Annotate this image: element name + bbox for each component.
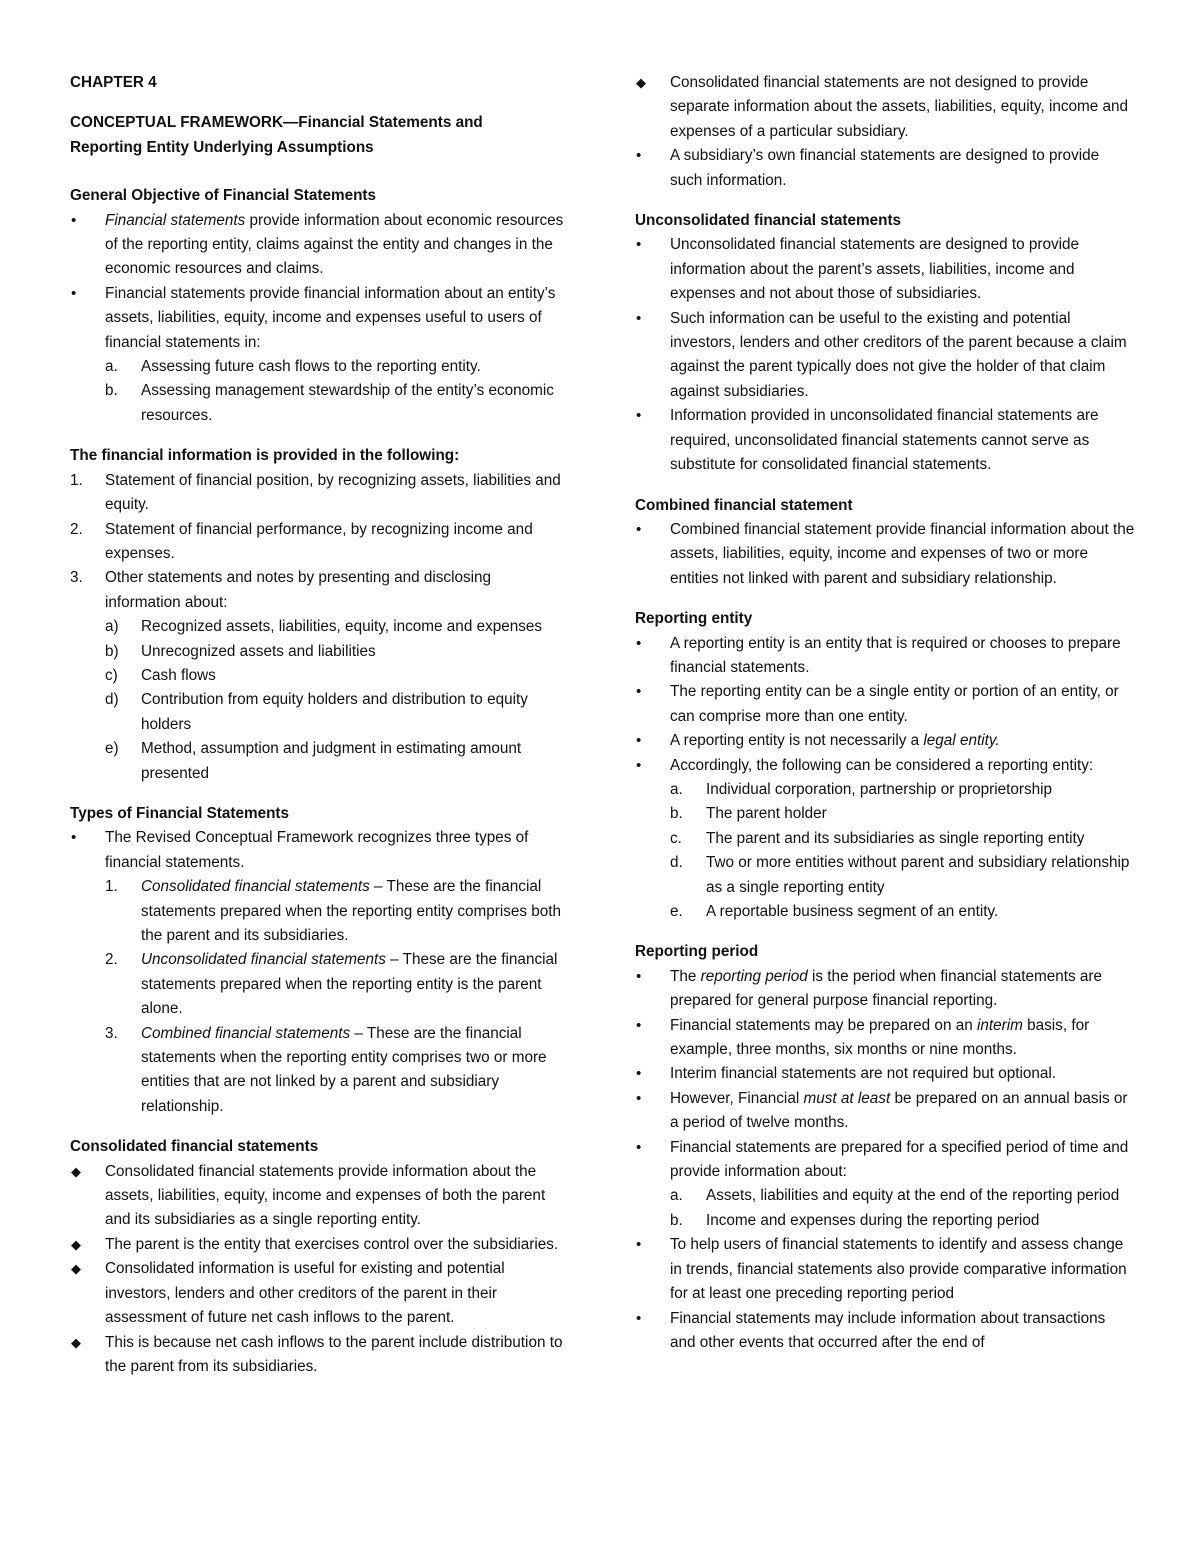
- list-item: [70, 1331, 570, 1380]
- section-heading-consolidated: Consolidated financial statements: [70, 1138, 319, 1156]
- list-item-text: provide information about economic resources of the reporting entity, claims against the entity and changes in the economic resources and claims.: [105, 211, 564, 278]
- list-item-text: However, Financial: [670, 1089, 804, 1107]
- sub-list-text: The parent holder: [706, 805, 827, 823]
- section-heading-types: Types of Financial Statements: [70, 804, 290, 822]
- sub-list-marker: a.: [670, 780, 683, 798]
- sub-list-item: [635, 802, 1135, 826]
- bullet-icon: ◆: [71, 1236, 81, 1252]
- list-item-emphasis: must at least: [803, 1089, 891, 1107]
- list-item-text: The: [670, 967, 701, 985]
- sub-list-item: [70, 379, 570, 428]
- list-item-text: Unconsolidated financial statements are designed to provide information about the parent’s assets, liabilities, income and expenses and not about those of subsidiaries.: [670, 236, 1080, 303]
- bullet-icon: •: [636, 147, 642, 165]
- sub-list-item: [70, 355, 570, 379]
- sub-list-marker: b.: [670, 805, 683, 823]
- right-column: [635, 71, 1135, 1355]
- sub-list-marker: b.: [105, 382, 118, 400]
- sub-list-text: Recognized assets, liabilities, equity, income and expenses: [141, 618, 543, 636]
- numbered-marker: 3.: [70, 569, 83, 587]
- list-item: [635, 1233, 1135, 1306]
- list-item: [635, 518, 1135, 591]
- sub-list-item: [70, 664, 570, 688]
- sub-list-marker: c): [105, 666, 118, 684]
- list-item-text: The parent is the entity that exercises control over the subsidiaries.: [105, 1235, 559, 1253]
- list-item: [70, 282, 570, 355]
- list-item: [635, 1087, 1135, 1136]
- list-item-text: Financial statements may be prepared on an: [670, 1016, 977, 1034]
- bullet-icon: •: [636, 634, 642, 652]
- sub-list-item: [70, 615, 570, 639]
- section-heading-unconsolidated: Unconsolidated financial statements: [635, 212, 902, 230]
- list-item-emphasis: Financial statements: [105, 211, 246, 229]
- list-item: [70, 826, 570, 875]
- sub-list-text: Income and expenses during the reporting period: [706, 1211, 1040, 1229]
- list-item: [70, 1233, 570, 1257]
- numbered-marker: 1.: [70, 471, 83, 489]
- numbered-text: Statement of financial position, by recognizing assets, liabilities and equity.: [105, 471, 561, 514]
- sub-list-text: Assessing future cash flows to the reporting entity.: [141, 358, 481, 376]
- list-item-emphasis: reporting period: [700, 967, 808, 985]
- section-heading-provided: The financial information is provided in the following:: [70, 447, 460, 465]
- title-line-2: Reporting Entity Underlying Assumptions: [70, 138, 374, 156]
- numbered-emphasis: Unconsolidated financial statements: [141, 951, 386, 969]
- bullet-icon: •: [636, 1016, 642, 1034]
- sub-list-item: [70, 688, 570, 737]
- list-item-text: The reporting entity can be a single entity or portion of an entity, or can comprise more than one entity.: [670, 683, 1119, 725]
- bullet-icon: •: [636, 1236, 642, 1254]
- sub-list-item: [635, 1209, 1135, 1233]
- sub-list-marker: b.: [670, 1211, 683, 1229]
- list-item-text: Consolidated financial statements provide information about the assets, liabilities, equity, income and expenses of both the parent and its subsidiaries as a single reporting entity.: [105, 1162, 546, 1229]
- numbered-text: Statement of financial performance, by recognizing income and expenses.: [105, 520, 533, 562]
- bullet-icon: •: [636, 967, 642, 985]
- list-item-text: To help users of financial statements to identify and assess change in trends, financial statements also provide comparative information for at least one preceding reporting period: [670, 1236, 1127, 1303]
- list-item: [635, 71, 1135, 144]
- sub-list-text: Assets, liabilities and equity at the end of the reporting period: [706, 1187, 1120, 1205]
- list-item-text: Information provided in unconsolidated financial statements are required, unconsolidated financial statements cannot serve as substitute for consolidated financial statements.: [670, 407, 1099, 474]
- list-item: [635, 632, 1135, 681]
- list-item-text: The Revised Conceptual Framework recognizes three types of financial statements.: [105, 829, 529, 871]
- title-line-1: CONCEPTUAL FRAMEWORK—Financial Statements and: [70, 114, 483, 132]
- sub-list-text: Individual corporation, partnership or proprietorship: [706, 780, 1053, 798]
- section-heading-reporting-entity: Reporting entity: [635, 610, 753, 628]
- sub-list-text: Assessing management stewardship of the entity’s economic resources.: [141, 382, 554, 424]
- document-title: [70, 111, 570, 160]
- list-item-text: basis, for example, three months, six months or nine months.: [670, 1016, 1090, 1059]
- bullet-icon: ◆: [71, 1261, 81, 1277]
- sub-list-marker: e): [105, 740, 119, 758]
- list-item: [635, 1062, 1135, 1086]
- sub-list-marker: d.: [670, 854, 683, 872]
- numbered-sub-item: [70, 1022, 570, 1120]
- sub-list-marker: a.: [105, 358, 118, 376]
- sub-list-text: The parent and its subsidiaries as single reporting entity: [706, 829, 1085, 847]
- list-item-text: Consolidated financial statements are not designed to provide separate information about the assets, liabilities, equity, income and expenses of a particular subsidiary.: [670, 74, 1129, 140]
- numbered-marker: 2.: [70, 520, 83, 538]
- list-item-text: Consolidated information is useful for existing and potential investors, lenders and other creditors of the parent in their assessment of future net cash inflows to the parent.: [105, 1260, 505, 1327]
- list-item-text: A reporting entity is not necessarily a: [670, 732, 924, 750]
- bullet-icon: •: [636, 1065, 642, 1083]
- bullet-icon: ◆: [71, 1163, 81, 1179]
- sub-list-text: Unrecognized assets and liabilities: [141, 642, 376, 660]
- sub-list-item: [635, 851, 1135, 900]
- sub-list-marker: a.: [670, 1187, 683, 1205]
- list-item-text: Interim financial statements are not required but optional.: [670, 1065, 1057, 1083]
- sub-list-marker: a): [105, 618, 119, 636]
- list-item: [635, 233, 1135, 306]
- sub-list-item: [70, 737, 570, 786]
- bullet-icon: •: [636, 1309, 642, 1327]
- list-item: [635, 1307, 1135, 1356]
- list-item-text: Accordingly, the following can be considered a reporting entity:: [670, 756, 1094, 774]
- sub-list-item: [70, 640, 570, 664]
- numbered-sub-item: [70, 948, 570, 1021]
- section-heading-combined: Combined financial statement: [635, 496, 853, 514]
- sub-list-marker: b): [105, 642, 119, 660]
- list-item-text: This is because net cash inflows to the parent include distribution to the parent from its subsidiaries.: [105, 1333, 563, 1375]
- bullet-icon: •: [71, 284, 77, 302]
- bullet-icon: •: [71, 829, 77, 847]
- bullet-icon: ◆: [71, 1334, 81, 1350]
- numbered-emphasis: Consolidated financial statements: [141, 878, 370, 896]
- list-item-text: Financial statements may include information about transactions and other events that occurred after the end of: [670, 1309, 1106, 1351]
- list-item-text: Financial statements provide financial information about an entity’s assets, liabilities, equity, income and expenses useful to users of financial statements in:: [105, 284, 556, 351]
- list-item-text: A reporting entity is an entity that is required or chooses to prepare financial statements.: [670, 634, 1121, 676]
- section-heading-general-objective: General Objective of Financial Statements: [70, 187, 377, 205]
- bullet-icon: •: [636, 236, 642, 254]
- bullet-icon: •: [636, 1138, 642, 1156]
- sub-list-text: Contribution from equity holders and distribution to equity holders: [141, 691, 528, 733]
- list-item: [70, 1160, 570, 1233]
- sub-list-text: Cash flows: [141, 666, 216, 684]
- bullet-icon: •: [636, 732, 642, 750]
- numbered-item: [70, 469, 570, 518]
- sub-list-item: [635, 778, 1135, 802]
- sub-list-marker: c.: [670, 829, 682, 847]
- bullet-icon: ◆: [636, 75, 646, 90]
- list-item: [70, 1257, 570, 1330]
- list-item-text: Such information can be useful to the existing and potential investors, lenders and other creditors of the parent because a claim against the parent typically does not give the holder of that claim against subsidiaries.: [670, 309, 1127, 400]
- list-item-emphasis: legal entity.: [923, 732, 1000, 750]
- list-item-text: A subsidiary’s own financial statements are designed to provide such information.: [670, 147, 1100, 189]
- bullet-icon: •: [636, 309, 642, 327]
- sub-list-text: Method, assumption and judgment in estimating amount presented: [141, 740, 522, 782]
- bullet-icon: •: [636, 520, 642, 538]
- list-item-text: Combined financial statement provide financial information about the assets, liabilities, equity, income and expenses of two or more entities not linked with parent and subsidiary relationship.: [670, 520, 1135, 587]
- sub-list-item: [635, 1184, 1135, 1208]
- sub-list-item: [635, 900, 1135, 924]
- chapter-label: CHAPTER 4: [70, 74, 157, 91]
- numbered-sub-item: [70, 875, 570, 948]
- list-item: [635, 307, 1135, 405]
- numbered-text: – These are the financial statements when the reporting entity comprises two or more entities that are not linked by a parent and subsidiary relationship.: [141, 1024, 547, 1115]
- left-column: [70, 71, 570, 1379]
- list-item-emphasis: interim: [976, 1016, 1023, 1034]
- section-heading-reporting-period: Reporting period: [635, 943, 759, 961]
- bullet-icon: •: [636, 407, 642, 425]
- numbered-marker: 3.: [105, 1024, 118, 1042]
- list-item-text: Financial statements are prepared for a specified period of time and provide information about:: [670, 1138, 1129, 1181]
- list-item: [635, 754, 1135, 778]
- bullet-icon: •: [636, 683, 642, 701]
- sub-list-marker: d): [105, 691, 119, 709]
- list-item: [635, 680, 1135, 729]
- list-item: [635, 965, 1135, 1014]
- list-item: [635, 144, 1135, 193]
- list-item: [635, 1136, 1135, 1185]
- numbered-emphasis: Combined financial statements: [141, 1024, 351, 1042]
- list-item-text: is the period when financial statements are prepared for general purpose financial reporting.: [670, 967, 1102, 1010]
- numbered-text: – These are the financial statements prepared when the reporting entity is the parent alone.: [141, 951, 558, 1018]
- numbered-text: Other statements and notes by presenting and disclosing information about:: [105, 569, 492, 611]
- sub-list-text: Two or more entities without parent and subsidiary relationship as a single reporting entity: [706, 854, 1130, 896]
- bullet-icon: •: [636, 756, 642, 774]
- numbered-text: – These are the financial statements prepared when the reporting entity comprises both the parent and its subsidiaries.: [141, 878, 562, 944]
- bullet-icon: •: [71, 211, 77, 229]
- numbered-marker: 1.: [105, 878, 118, 896]
- list-item: [635, 729, 1135, 753]
- sub-list-marker: e.: [670, 903, 683, 920]
- list-item: [635, 404, 1135, 477]
- sub-list-item: [635, 827, 1135, 851]
- numbered-item: [70, 566, 570, 615]
- bullet-icon: •: [636, 1089, 642, 1107]
- numbered-marker: 2.: [105, 951, 118, 969]
- list-item-text: be prepared on an annual basis or a period of twelve months.: [670, 1089, 1128, 1132]
- numbered-item: [70, 518, 570, 567]
- sub-list-text: A reportable business segment of an entity.: [706, 903, 999, 920]
- list-item: [635, 1014, 1135, 1063]
- list-item: [70, 209, 570, 282]
